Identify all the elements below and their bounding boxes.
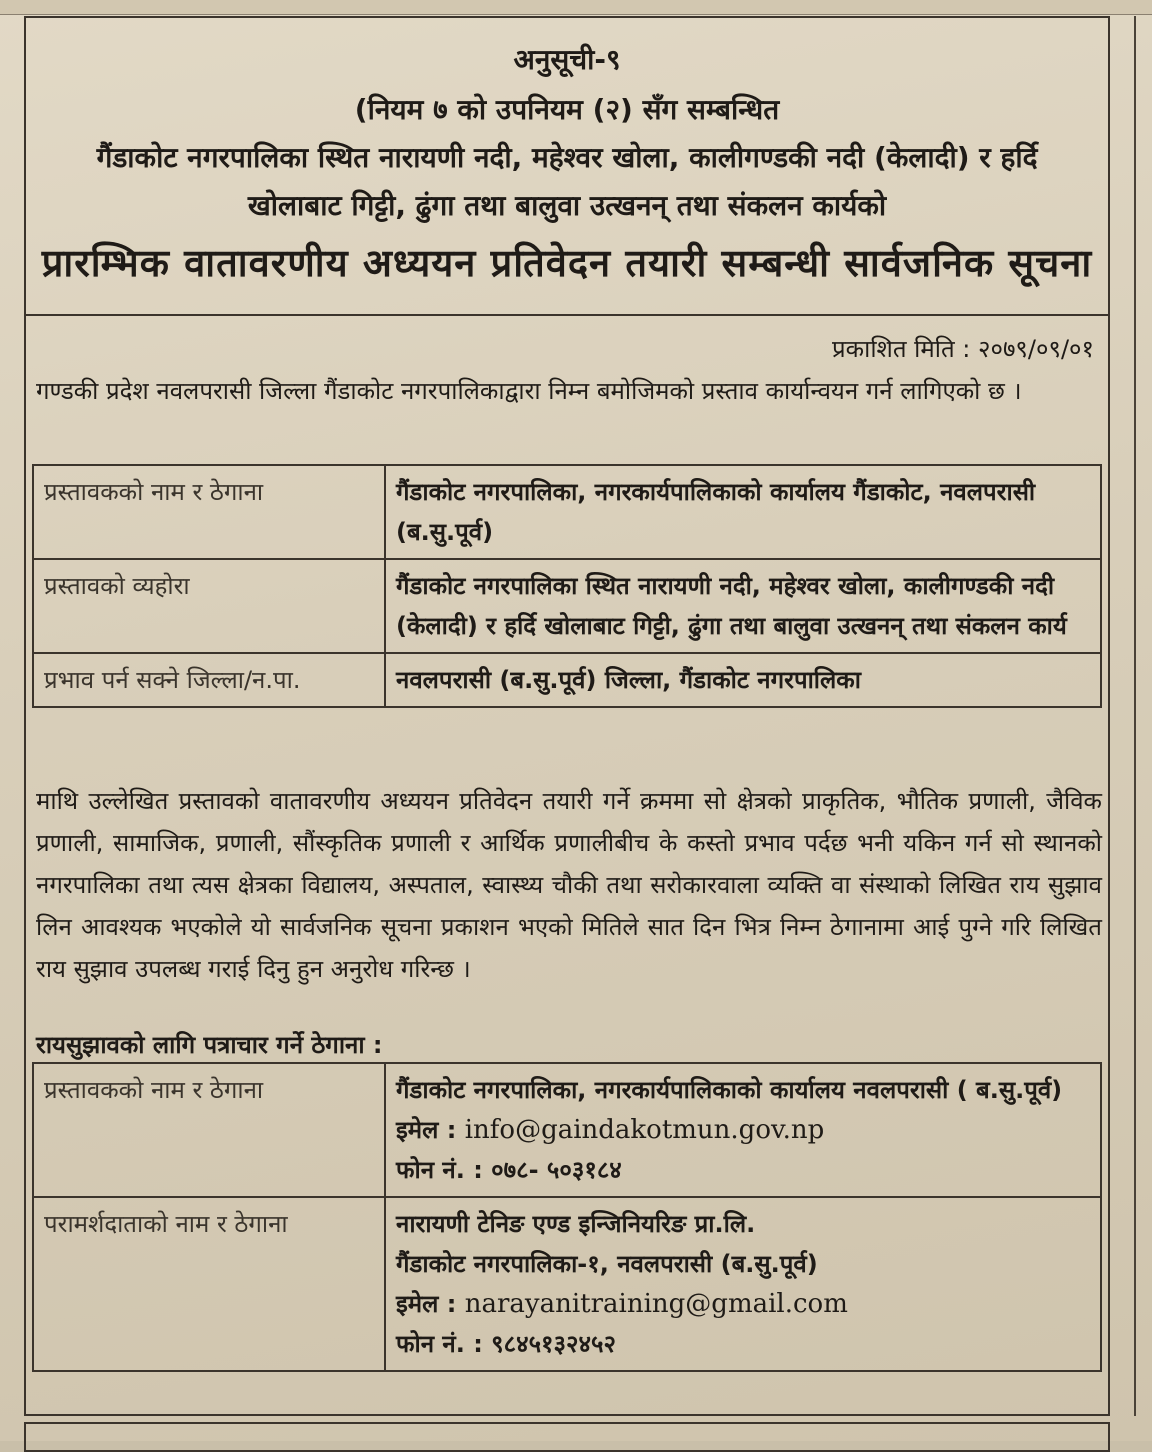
affected-area-label: प्रभाव पर्न सक्ने जिल्ला/न.पा.	[33, 653, 385, 707]
public-notice	[24, 16, 1110, 1416]
schedule-number: अनुसूची-९	[513, 43, 621, 76]
proposer-name: गैंडाकोट नगरपालिका, नगरकार्यपालिकाको कार्यालय नवलपरासी ( ब.सु.पूर्व)	[396, 1076, 1063, 1104]
rule-reference: (नियम ७ को उपनियम (२) सँग सम्बन्धित	[354, 93, 780, 126]
proposal-table	[32, 464, 1102, 708]
consultant-name: नारायणी टेनिङ एण्ड इन्जिनियरिङ प्रा.लि.	[396, 1210, 756, 1238]
project-title-line-2: खोलाबाट गिट्टी, ढुंगा तथा बालुवा उत्खनन् तथा संकलन कार्यको	[247, 189, 887, 222]
intro-text: गण्डकी प्रदेश नवलपरासी जिल्ला गैंडाकोट नगरपालिकाद्वारा निम्न बमोजिमको प्रस्ताव कार्यान्वयन गर्न लागिएको छ ।	[36, 377, 1022, 405]
table-row	[33, 559, 1101, 653]
consultant-email: narayanitraining@gmail.com	[464, 1289, 848, 1319]
table-row	[33, 653, 1101, 707]
previous-article-edge	[0, 0, 1152, 15]
header-divider	[26, 314, 1108, 316]
correspondence-heading: रायसुझावको लागि पत्राचार गर्ने ठेगाना :	[36, 1031, 383, 1059]
proposer-contact-label: प्रस्तावकको नाम र ठेगाना	[33, 1063, 385, 1197]
consultant-contact-details	[385, 1197, 1101, 1371]
proposer-phone: फोन नं. : ०७८- ५०३१८४	[396, 1156, 622, 1184]
table-row	[33, 465, 1101, 559]
proposer-email: info@gaindakotmun.gov.np	[464, 1115, 825, 1145]
project-title-line-1: गैंडाकोट नगरपालिका स्थित नारायणी नदी, महेश्वर खोला, कालीगण्डकी नदी (केलादी) र हर्दि	[96, 141, 1038, 174]
column-divider	[1134, 16, 1136, 1416]
proposer-contact-details	[385, 1063, 1101, 1197]
consultant-email-line	[396, 1284, 1090, 1324]
proposer-value: गैंडाकोट नगरपालिका, नगरकार्यपालिकाको कार्यालय गैंडाकोट, नवलपरासी (ब.सु.पूर्व)	[385, 465, 1101, 559]
proposal-subject-value: गैंडाकोट नगरपालिका स्थित नारायणी नदी, महेश्वर खोला, कालीगण्डकी नदी (केलादी) र हर्दि खोलाबाट गिट्टी, ढुंगा तथा बालुवा उत्खनन् तथा संकलन कार्य	[385, 559, 1101, 653]
published-date: प्रकाशित मिति : २०७९/०९/०१	[832, 335, 1094, 363]
proposer-email-line	[396, 1110, 1090, 1150]
notice-main-title: प्रारम्भिक वातावरणीय अध्ययन प्रतिवेदन तयारी सम्बन्धी सार्वजनिक सूचना	[41, 241, 1093, 285]
affected-area-value: नवलपरासी (ब.सु.पूर्व) जिल्ला, गैंडाकोट नगरपालिका	[385, 653, 1101, 707]
notice-body-paragraph: माथि उल्लेखित प्रस्तावको वातावरणीय अध्ययन प्रतिवेदन तयारी गर्ने क्रममा सो क्षेत्रको प्राकृतिक, भौतिक प्रणाली, जैविक प्रणाली, सामाजिक, प्रणाली, सौंस्कृतिक प्रणाली र आर्थिक प्रणालीबीच के कस्तो प्रभाव पर्दछ भनी यकिन गर्न सो स्थानको नगरपालिका तथा त्यस क्षेत्रका विद्यालय, अस्पताल, स्वास्थ्य चौकी तथा सरोकारवाला व्यक्ति वा संस्थाको लिखित राय सुझाव लिन आवश्यक भएकोले यो सार्वजनिक सूचना प्रकाशन भएको मितिले सात दिन भित्र निम्न ठेगानामा आई पुग्ने गरि लिखित राय सुझाव उपलब्ध गराई दिनु हुन अनुरोध गरिन्छ ।	[36, 787, 1102, 983]
consultant-phone: फोन नं. : ९८४५१३२४५२	[396, 1330, 616, 1358]
email-label: इमेल :	[396, 1116, 457, 1144]
consultant-address: गैंडाकोट नगरपालिका-१, नवलपरासी (ब.सु.पूर्व)	[396, 1250, 818, 1278]
table-row	[33, 1063, 1101, 1197]
consultant-contact-label: परामर्शदाताको नाम र ठेगाना	[33, 1197, 385, 1371]
email-label: इमेल :	[396, 1290, 457, 1318]
table-row	[33, 1197, 1101, 1371]
next-article-edge	[24, 1422, 1110, 1452]
contacts-table	[32, 1062, 1102, 1372]
proposal-subject-label: प्रस्तावको व्यहोरा	[33, 559, 385, 653]
proposer-label: प्रस्तावकको नाम र ठेगाना	[33, 465, 385, 559]
